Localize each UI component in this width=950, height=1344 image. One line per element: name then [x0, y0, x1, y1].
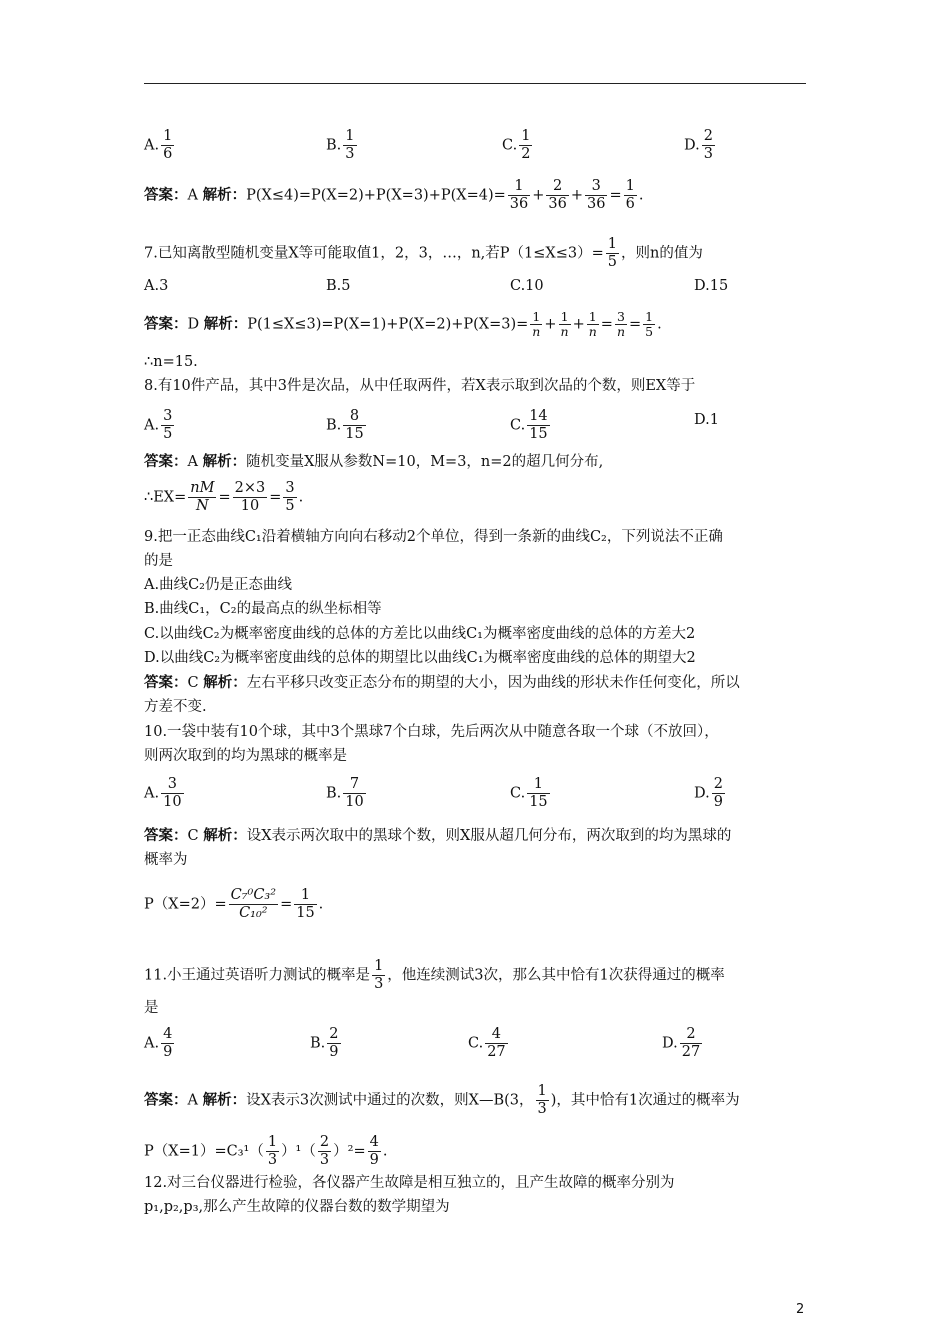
fraction: $\frac{1}{2}$	[521, 128, 531, 162]
q7-stem: 7.已知离散型随机变量X等可能取值1，2，3，…，n,若P（1≤X≤3）= $\frac{1}{5}$ ，则n的值为	[144, 236, 703, 270]
q8-ex: ∴EX= $\frac{nM}{N}$ = $\frac{2\times 3}{10}$ = $\frac{3}{5}$ .	[144, 480, 304, 514]
q7-option-d: D.15	[694, 278, 729, 294]
q11-option-a: A. $\frac{4}{9}$	[144, 1026, 173, 1060]
q7-option-b: B.5	[326, 278, 351, 294]
q8-stem: 8.有10件产品，其中3件是次品，从中任取两件，若X表示取到次品的个数，则EX等于	[144, 378, 696, 394]
q7-conclusion: ∴n=15.	[144, 354, 198, 370]
q9-option-d: D.以曲线C₂为概率密度曲线的总体的期望比以曲线C₁为概率密度曲线的总体的期望大2	[144, 650, 696, 666]
q11-formula: P（X=1）=C₃¹（ $\frac{1}{3}$ ）¹（ $\frac{2}{3}$ ）²= $\frac{4}{9}$ .	[144, 1134, 388, 1168]
q9-option-c: C.以曲线C₂为概率密度曲线的总体的方差比以曲线C₁为概率密度曲线的总体的方差大2	[144, 626, 696, 642]
q9-stem-line2: 的是	[144, 553, 173, 569]
q7-answer: 答案：D 解析：P(1≤X≤3)=P(X=1)+P(X=2)+P(X=3)= $\frac{1}{n}$ + $\frac{1}{n}$ + $\frac{1}{n}$ = $\frac{3}{n}$ = $\frac{1}{5}$ .	[144, 309, 662, 339]
q11-option-d: D. $\frac{2}{27}$	[662, 1026, 701, 1060]
q8-answer: 答案：A 解析：随机变量X服从参数N=10，M=3，n=2的超几何分布,	[144, 454, 604, 470]
q12-stem-line1: 12.对三台仪器进行检验，各仪器产生故障是相互独立的，且产生故障的概率分别为	[144, 1175, 675, 1191]
q6-option-d: D. $\frac{2}{3}$	[684, 128, 713, 162]
q8-option-c: C. $\frac{14}{15}$	[510, 408, 548, 442]
q9-option-b: B.曲线C₁，C₂的最高点的纵坐标相等	[144, 601, 382, 617]
q10-answer: 答案：C 解析：设X表示两次取中的黑球个数，则X服从超几何分布，两次取到的均为黑球的	[144, 828, 732, 844]
q11-answer: 答案：A 解析：设X表示3次测试中通过的次数，则X—B(3， $\frac{1}{3}$ )，其中恰有1次通过的概率为	[144, 1083, 740, 1117]
page-number: 2	[796, 1302, 805, 1317]
q6-option-c: C. $\frac{1}{2}$	[502, 128, 531, 162]
q10-answer-line2: 概率为	[144, 852, 188, 868]
q10-option-a: A. $\frac{3}{10}$	[144, 776, 182, 810]
q10-stem-line2: 则两次取到的均为黑球的概率是	[144, 748, 347, 764]
q10-option-c: C. $\frac{1}{15}$	[510, 776, 548, 810]
q6-answer: 答案：A 解析：P(X≤4)=P(X=2)+P(X=3)+P(X=4)= $\frac{1}{36}$ + $\frac{2}{36}$ + $\frac{3}{36}$ = $\frac{1}{6}$ .	[144, 178, 644, 212]
q9-answer: 答案：C 解析：左右平移只改变正态分布的期望的大小，因为曲线的形状未作任何变化，所以	[144, 675, 740, 691]
q10-formula: P（X=2）= $\frac{\text{C₇⁰C₃²}}{\text{C₁₀²}}$ = $\frac{1}{15}$ .	[144, 887, 324, 921]
fraction: $\frac{1}{3}$	[345, 128, 355, 162]
q6-option-b: B. $\frac{1}{3}$	[326, 128, 355, 162]
q11-stem-line2: 是	[144, 1000, 159, 1016]
q11-stem: 11.小王通过英语听力测试的概率是 $\frac{1}{3}$ ，他连续测试3次，那么其中恰有1次获得通过的概率	[144, 958, 725, 992]
q11-option-c: C. $\frac{4}{27}$	[468, 1026, 506, 1060]
q10-stem-line1: 10.一袋中装有10个球，其中3个黑球7个白球，先后两次从中随意各取一个球（不放回），	[144, 724, 719, 740]
q11-option-b: B. $\frac{2}{9}$	[310, 1026, 339, 1060]
q9-stem-line1: 9.把一正态曲线C₁沿着横轴方向向右移动2个单位，得到一条新的曲线C₂，下列说法不正确	[144, 529, 723, 545]
q10-option-b: B. $\frac{7}{10}$	[326, 776, 364, 810]
q12-stem-line2: p₁,p₂,p₃,那么产生故障的仪器台数的数学期望为	[144, 1199, 450, 1215]
q9-answer-line2: 方差不变.	[144, 699, 207, 715]
q8-option-d: D.1	[694, 412, 719, 428]
header-rule	[144, 83, 806, 84]
q10-option-d: D. $\frac{2}{9}$	[694, 776, 723, 810]
fraction: $\frac{1}{6}$	[163, 128, 173, 162]
q9-option-a: A.曲线C₂仍是正态曲线	[144, 577, 292, 593]
q6-option-a: A. $\frac{1}{6}$	[144, 128, 173, 162]
q7-option-c: C.10	[510, 278, 544, 294]
q8-option-b: B. $\frac{8}{15}$	[326, 408, 364, 442]
q8-option-a: A. $\frac{3}{5}$	[144, 408, 173, 442]
q7-option-a: A.3	[144, 278, 169, 294]
fraction: $\frac{2}{3}$	[703, 128, 713, 162]
